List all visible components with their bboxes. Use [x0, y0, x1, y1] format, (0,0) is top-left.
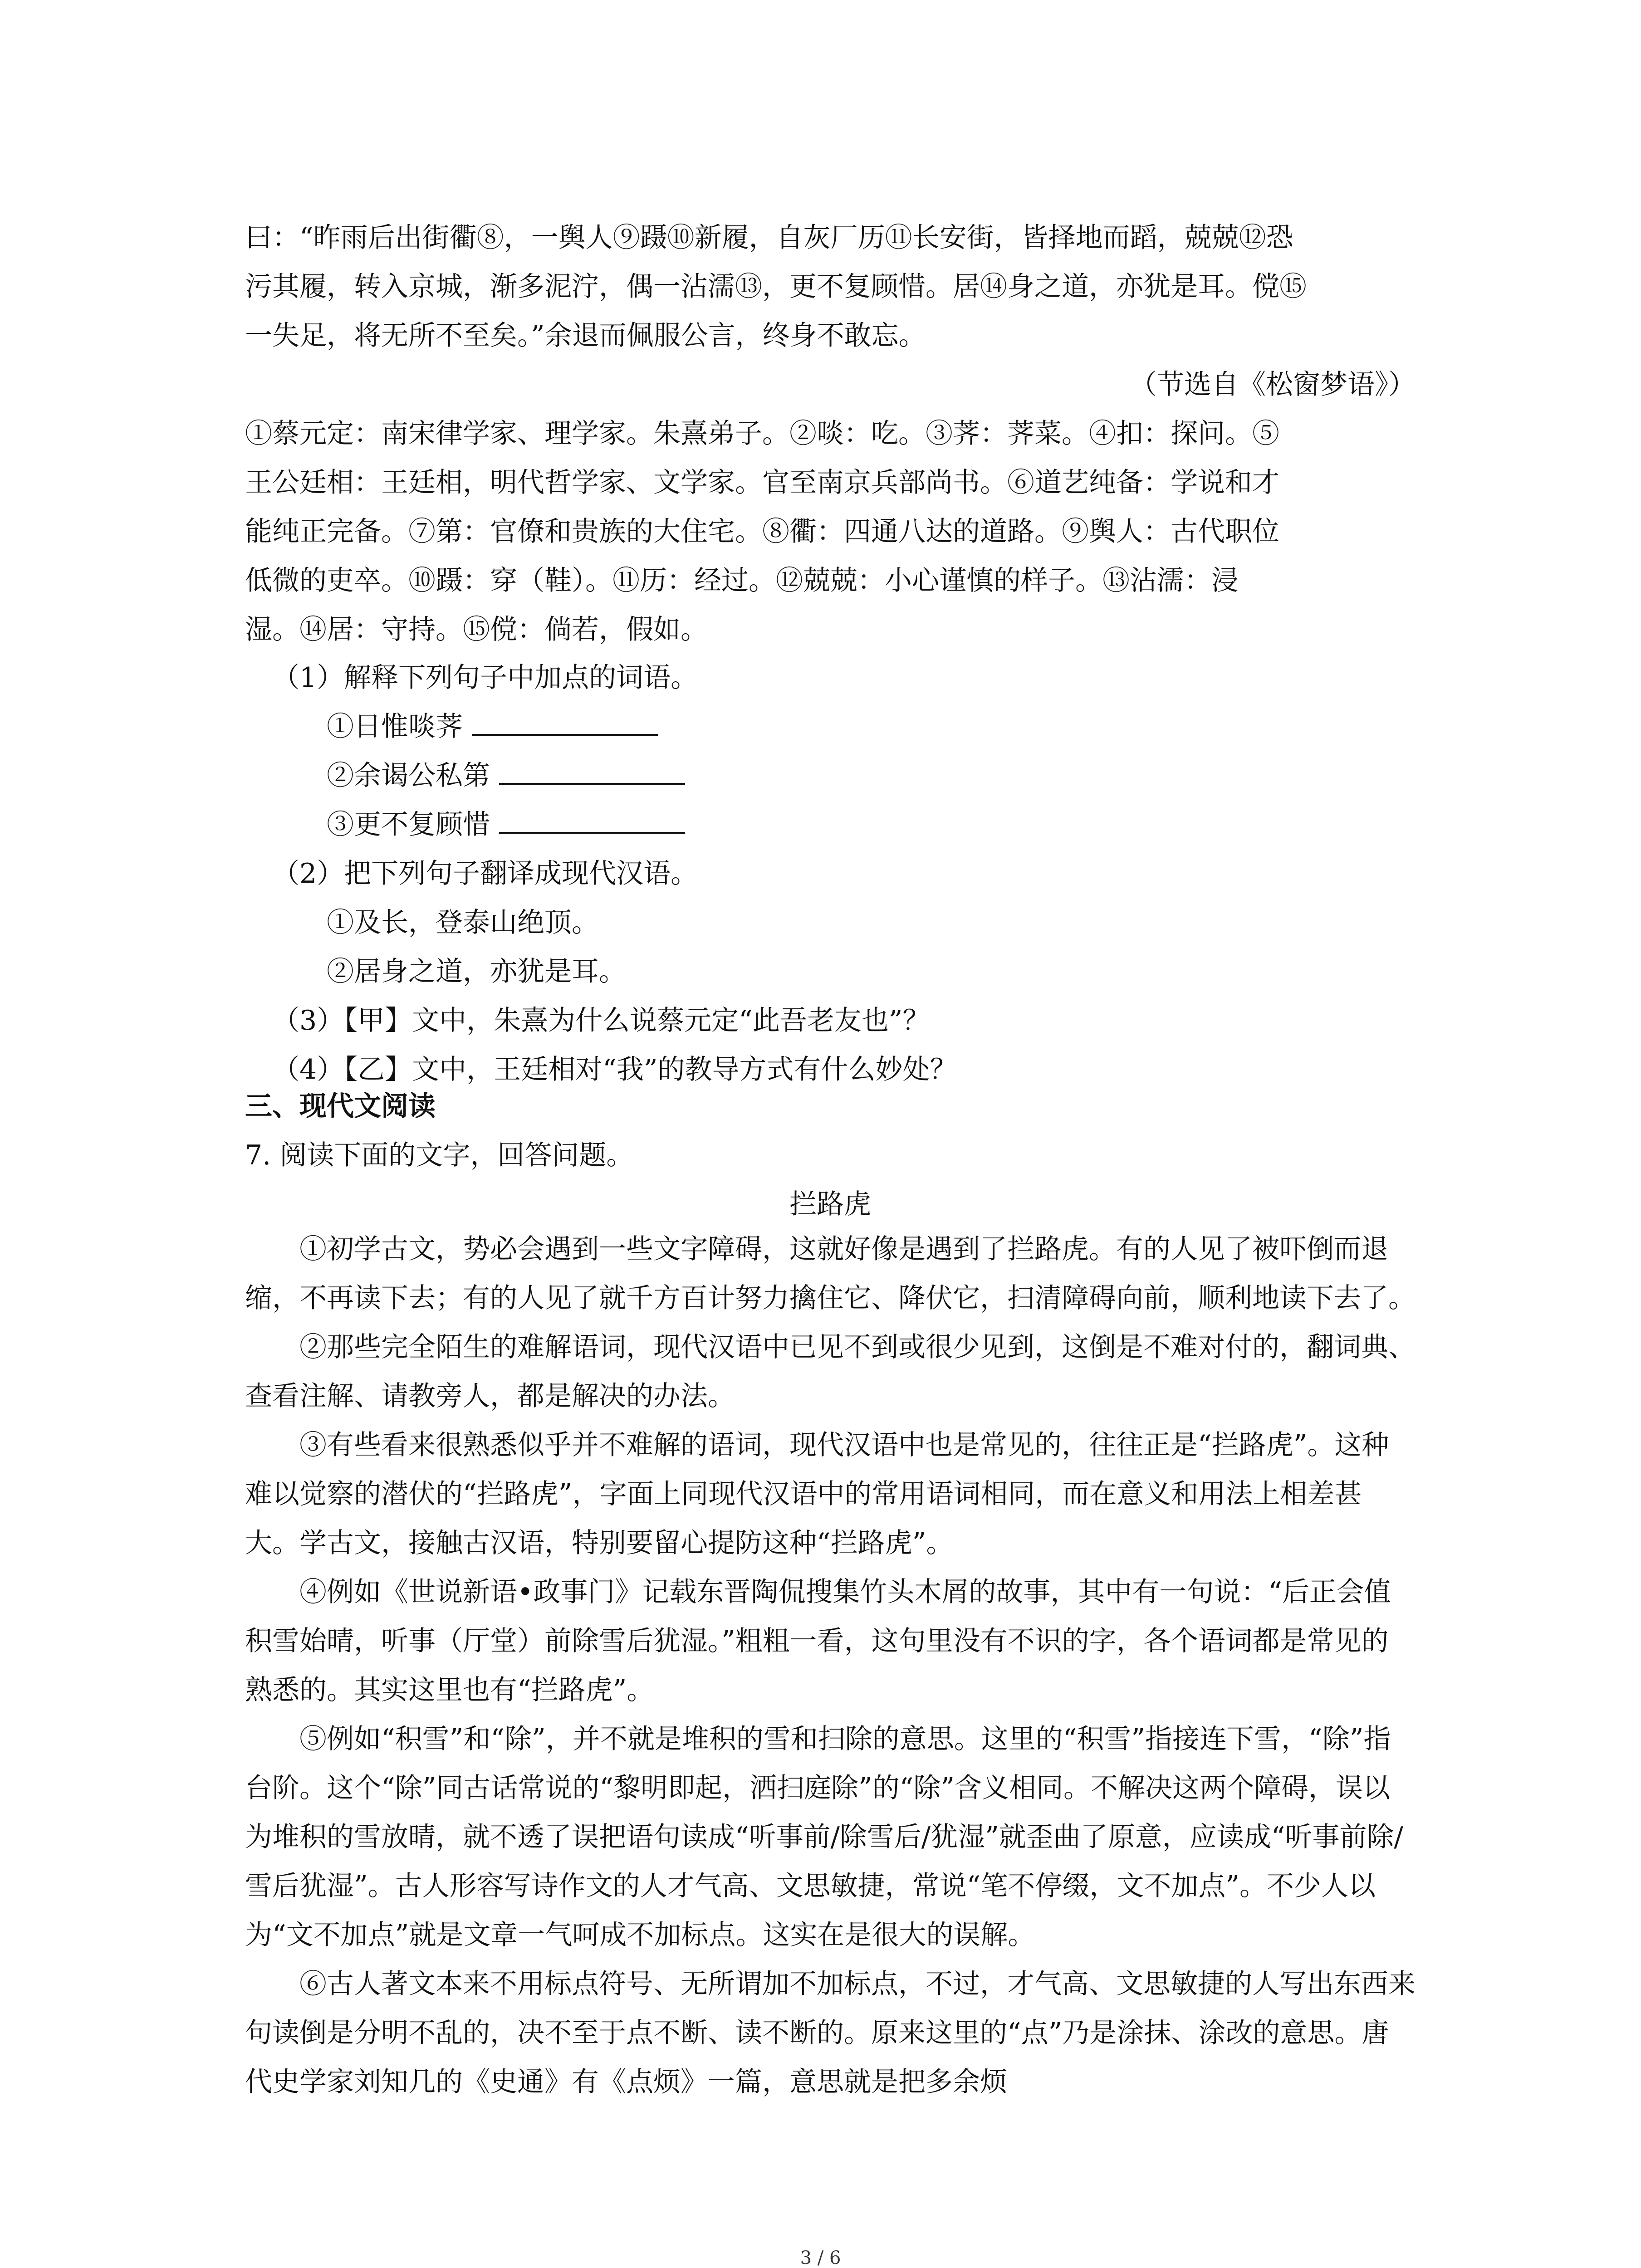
question-2b: ②居身之道，亦犹是耳。 [327, 956, 626, 987]
answer-blank[interactable] [499, 759, 685, 785]
question-4: （4）【乙】文中，王廷相对“我”的教导方式有什么妙处？ [272, 1054, 957, 1085]
note-line: ①蔡元定：南宋律学家、理学家。朱熹弟子。②啖：吃。③荠：荠菜。④扣：探问。⑤ [245, 418, 1279, 450]
section-heading: 三、现代文阅读 [245, 1090, 436, 1122]
paragraph-1: ①初学古文，势必会遇到一些文字障碍，这就好像是遇到了拦路虎。有的人见了被吓倒而退缩，不再读下去；有的人见了就千方百计努力擒住它、降伏它，扫清障碍向前，顺利地读下去了。 [245, 1233, 1416, 1314]
question-1c-text: ③更不复顾惜 [327, 809, 490, 841]
question-7: 7. 阅读下面的文字，回答问题。 [245, 1139, 634, 1171]
question-1b [245, 751, 1416, 800]
questions [245, 653, 1416, 1094]
page-number: 3 / 6 [800, 2248, 841, 2268]
question-2: （2）把下列句子翻译成现代汉语。 [272, 858, 698, 890]
text-line: 污其履，转入京城，渐多泥泞，偶一沾濡⑬，更不复顾惜。居⑭身之道，亦犹是耳。傥⑮ [245, 271, 1307, 303]
paragraph-4: ④例如《世说新语•政事门》记载东晋陶侃搜集竹头木屑的故事，其中有一句说：“后正会值积雪始晴，听事（厅堂）前除雪后犹湿。”粗粗一看，这句里没有不识的字，各个语词都是常见的熟悉的。其实这里也有“拦路虎”。 [245, 1576, 1391, 1706]
note-line: 湿。⑭居：守持。⑮傥：倘若，假如。 [245, 614, 708, 645]
source-citation: （节选自《松窗梦语》） [1130, 369, 1416, 401]
question-1c [245, 800, 1416, 849]
text-line: 曰：“昨雨后出街衢⑧，一舆人⑨蹑⑩新履，自灰厂历⑪长安街，皆择地而蹈，兢兢⑫恐 [245, 222, 1293, 254]
text-line: 一失足，将无所不至矣。”余退而佩服公言，终身不敢忘。 [245, 320, 926, 352]
question-1a-text: ①日惟啖荠 [327, 711, 463, 743]
note-line: 能纯正完备。⑦第：官僚和贵族的大住宅。⑧衢：四通八达的道路。⑨舆人：古代职位 [245, 516, 1279, 547]
question-1: （1）解释下列句子中加点的词语。 [272, 662, 698, 694]
paragraph-3: ③有些看来很熟悉似乎并不难解的语词，现代汉语中也是常见的，往往正是“拦路虎”。这种难以觉察的潜伏的“拦路虎”，字面上同现代汉语中的常用语词相同，而在意义和用法上相差甚大。学古文，接触古汉语，特别要留心提防这种“拦路虎”。 [245, 1429, 1389, 1559]
answer-blank[interactable] [499, 808, 685, 834]
question-3: （3）【甲】文中，朱熹为什么说蔡元定“此吾老友也”？ [272, 1005, 930, 1036]
question-1b-text: ②余谒公私第 [327, 760, 490, 792]
article-title: 拦路虎 [789, 1188, 871, 1220]
paragraph-2: ②那些完全陌生的难解语词，现代汉语中已见不到或很少见到，这倒是不难对付的，翻词典、查看注解、请教旁人，都是解决的办法。 [245, 1331, 1416, 1412]
paragraph-6: ⑥古人著文本来不用标点符号、无所谓加不加标点，不过，才气高、文思敏捷的人写出东西来句读倒是分明不乱的，决不至于点不断、读不断的。原来这里的“点”乃是涂抹、涂改的意思。唐代史学家刘知几的《史通》有《点烦》一篇，意思就是把多余烦 [245, 1968, 1416, 2098]
passage-continuation [245, 213, 1416, 409]
question-2a: ①及长，登泰山绝顶。 [327, 907, 599, 938]
annotations [245, 409, 1416, 654]
section-3 [245, 1082, 1416, 1229]
question-1a [245, 702, 1416, 751]
paragraph-5: ⑤例如“积雪”和“除”，并不就是堆积的雪和扫除的意思。这里的“积雪”指接连下雪，“除”指台阶。这个“除”同古话常说的“黎明即起，洒扫庭除”的“除”含义相同。不解决这两个障碍，误以为堆积的雪放晴，就不透了误把语句读成“听事前/除雪后/犹湿”就歪曲了原意，应读成“听事前除/雪后犹湿”。古人形容写诗作文的人才气高、文思敏捷，常说“笔不停缀，文不加点”。不少人以为“文不加点”就是文章一气呵成不加标点。这实在是很大的误解。 [245, 1723, 1403, 1951]
article-body [245, 1225, 1416, 2107]
note-line: 王公廷相：王廷相，明代哲学家、文学家。官至南京兵部尚书。⑥道艺纯备：学说和才 [245, 467, 1279, 499]
note-line: 低微的吏卒。⑩蹑：穿（鞋）。⑪历：经过。⑫兢兢：小心谨慎的样子。⑬沾濡：浸 [245, 565, 1239, 596]
answer-blank[interactable] [472, 710, 658, 736]
